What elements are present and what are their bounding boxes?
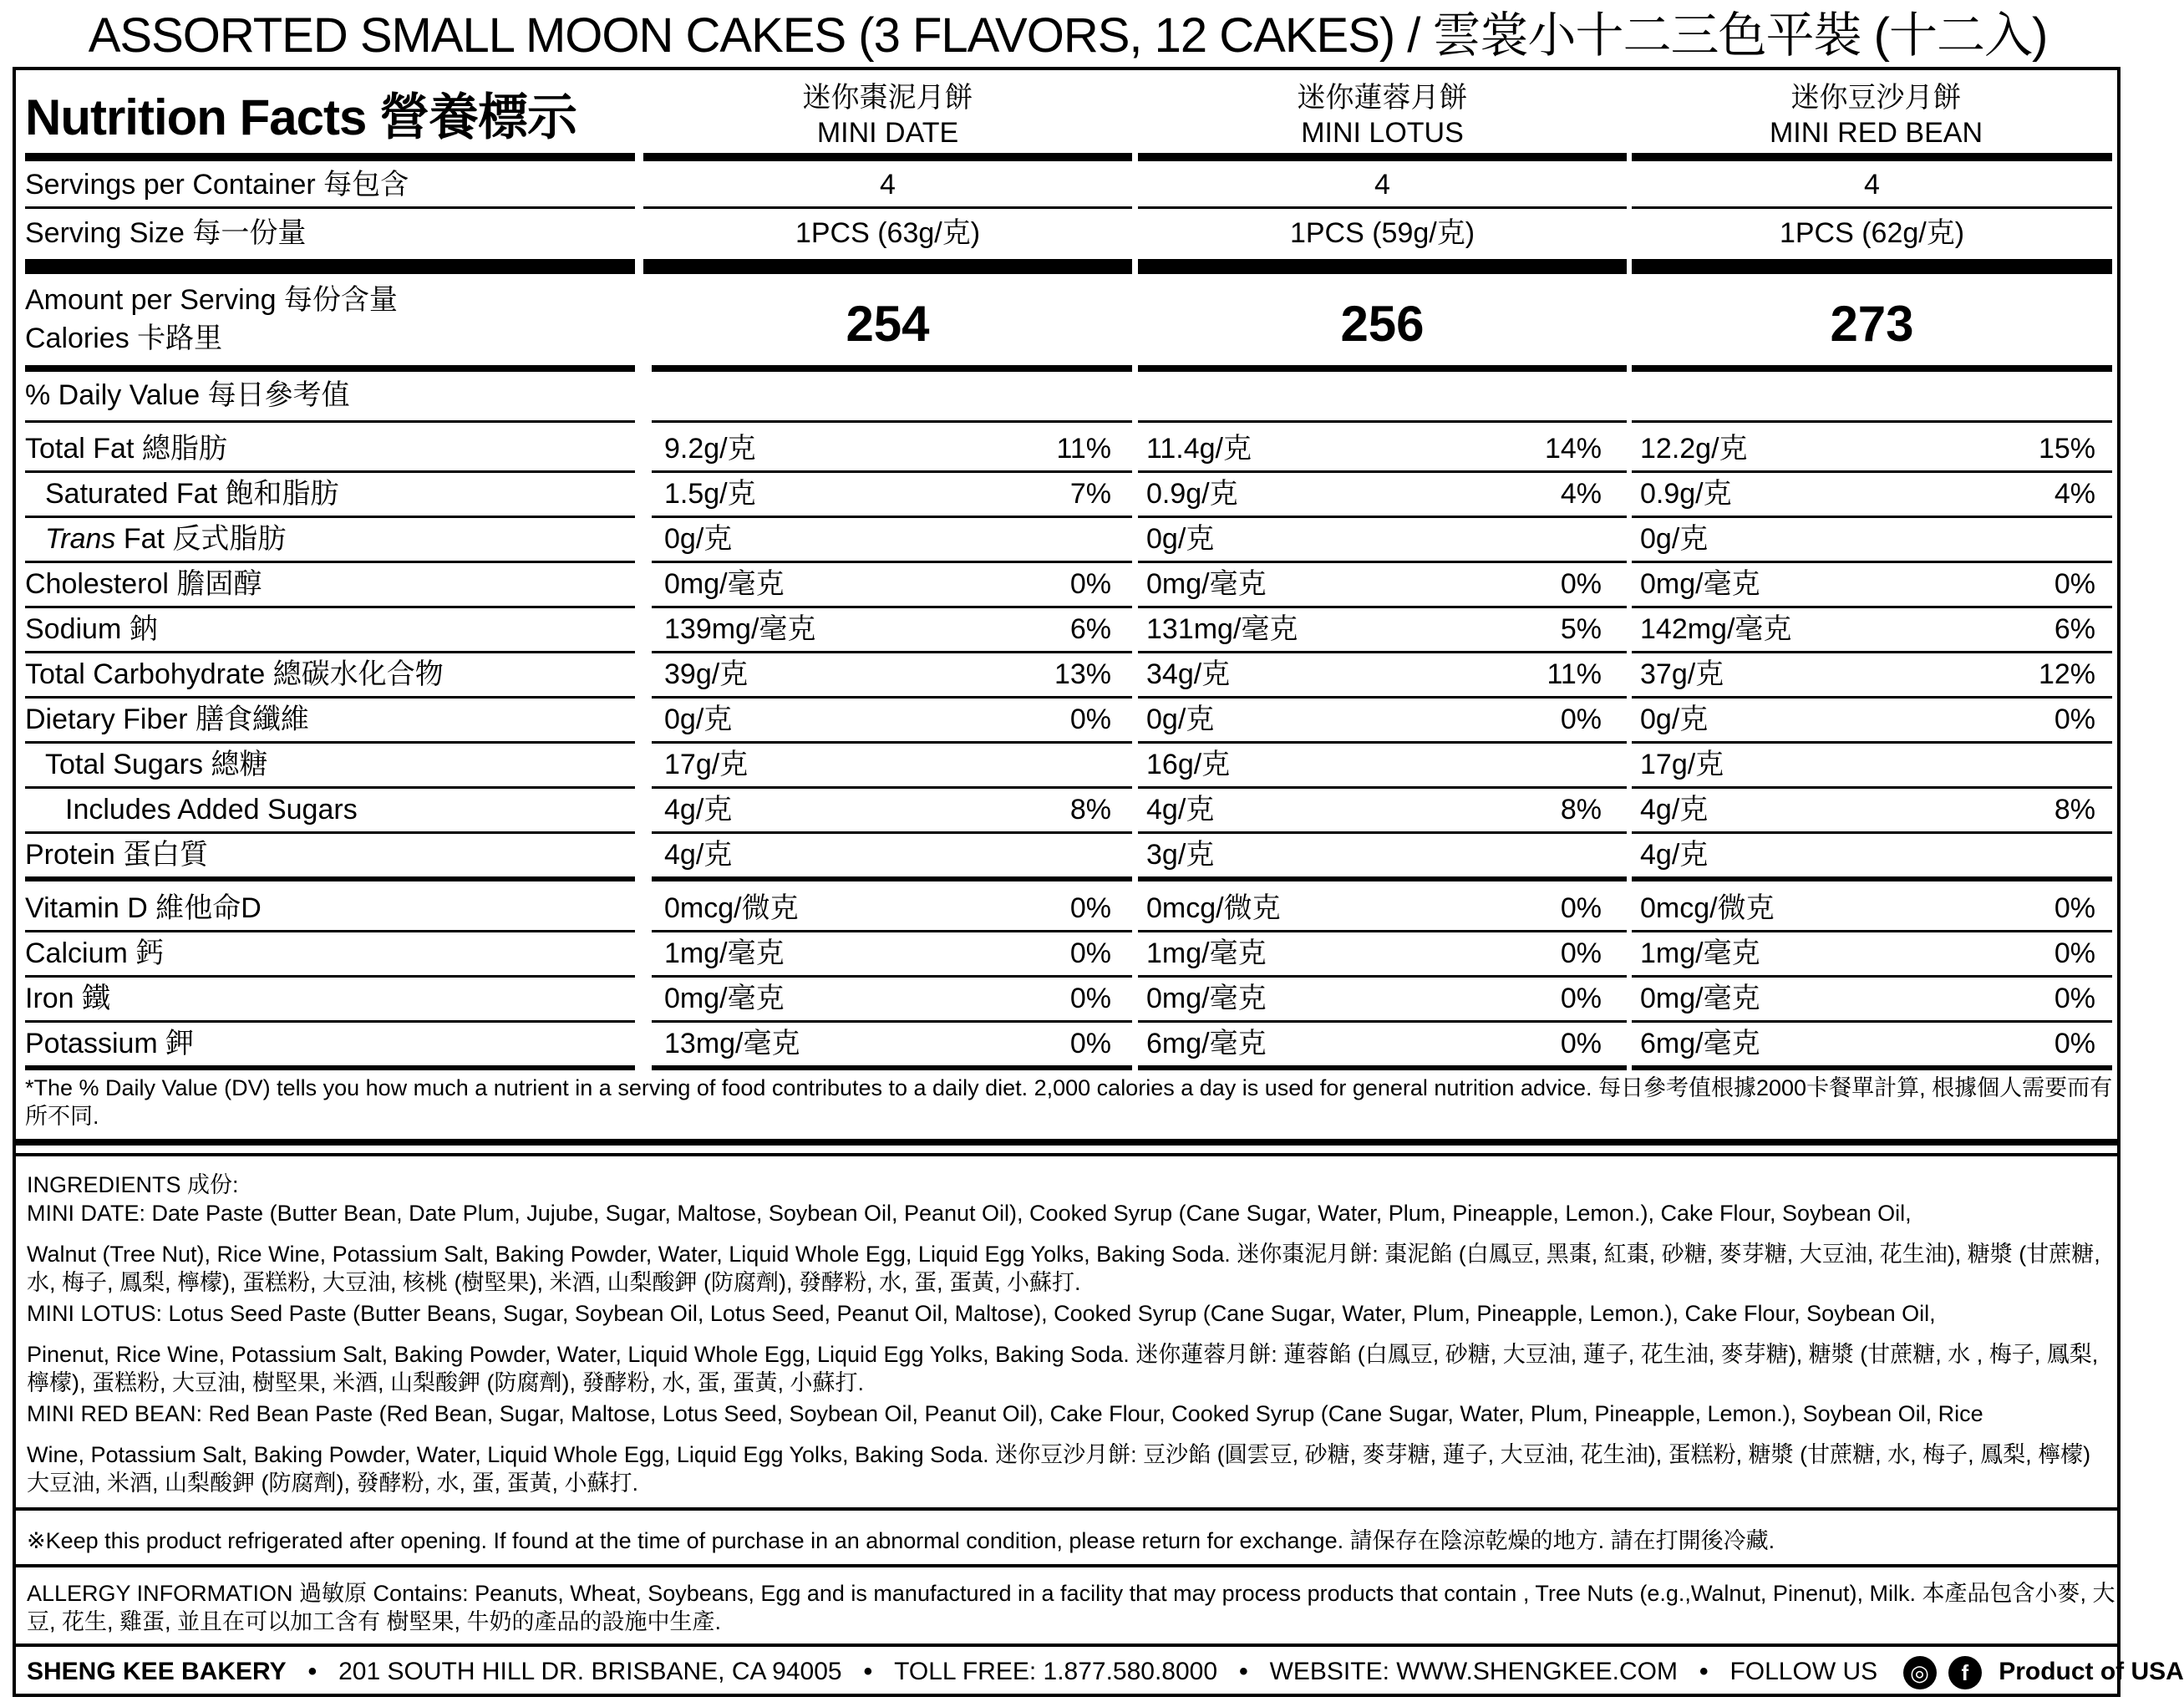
section-divider [13,1643,2121,1647]
nutrient-dv-percent: 8% [1069,794,1111,826]
nutrient-amount: 0g/克 [1640,523,1709,555]
nutrient-amount: 1mg/毫克 [664,937,785,969]
nutrient-dv-percent: 7% [1069,478,1111,510]
row-rule [1138,876,1627,881]
daily-value-footnote: *The % Daily Value (DV) tells you how much a nutrient in a serving of food contributes to a daily diet. 2,000 calories a day is used for general nutrition advice. 每日參考值根據2000卡餐單計算, 根據個人需要而有所不同. [25,1075,2113,1129]
nutrient-dv-percent: 0% [1069,892,1111,924]
nutrient-dv-percent: 0% [2054,1028,2095,1059]
storage-note: ※Keep this product refrigerated after opening. If found at the time of purchase in an abnormal condition, please return for exchange. 請保存在陰涼乾燥的地方. 請在打開後冷藏. [27,1528,1775,1553]
footer-website[interactable]: WEBSITE: WWW.SHENGKEE.COM [1269,1658,1678,1685]
ingredients-lotus-line1: MINI LOTUS: Lotus Seed Paste (Butter Beans, Sugar, Soybean Oil, Lotus Seed, Peanut Oil, Maltose), Cooked Syrup (Cane Sugar, Water, Plum, Pineapple, Lemon.), Cake Flour, Soybean Oil, [27,1301,1936,1326]
nutrient-amount: 0mg/毫克 [1640,568,1760,600]
nutrient-amount: 37g/克 [1640,658,1724,690]
nutrient-amount: 0g/克 [664,523,733,555]
nutrient-label [25,932,164,974]
nutrient-dv-percent: 0% [1560,704,1602,735]
nutrient-amount: 4g/克 [664,794,733,826]
column-zh: 迷你蓮蓉月餅 [1297,82,1468,114]
nutrient-label [25,834,208,876]
serving-size-value: 1PCS (62g/克) [1779,217,1965,249]
nutrient-label [25,887,262,929]
nutrient-dv-percent: 0% [1560,892,1602,924]
rule [1138,420,1627,423]
nutrient-label-text: Total Sugars 總糖 [45,749,268,780]
nutrient-dv-percent: 0% [1069,568,1111,600]
thick-rule [25,365,635,372]
nutrient-amount: 0mg/毫克 [664,568,785,600]
amount-per-serving-label: Amount per Serving 每份含量 [25,284,398,316]
column-header-date [643,80,1132,150]
product-origin: Product of USA [1999,1658,2184,1685]
calories-value: 254 [846,296,930,352]
nutrient-amount: 0g/克 [664,704,733,735]
rule [25,206,635,209]
servings-value: 4 [880,169,896,201]
nutrient-dv-percent: 13% [1054,658,1111,690]
section-divider [13,1153,2121,1156]
nutrient-label [25,699,309,740]
nutrient-amount: 11.4g/克 [1146,433,1252,465]
ingredients-lotus-line2: Pinenut, Rice Wine, Potassium Salt, Baking Powder, Water, Liquid Whole Egg, Liquid Egg Yolks, Baking Soda. 迷你蓮蓉月餅: 蓮蓉餡 (白鳳豆, 砂糖, 大豆油, 蓮子, 花生油, 麥芽糖), 糖漿 (甘蔗糖, 水 , 梅子, 鳳梨, 檸檬), 蛋糕粉, 大豆油, 樹堅果, 米酒, 山梨酸鉀 (防腐劑), 發酵粉, 水, 蛋, 蛋黃, 小蘇打. [27,1342,2099,1395]
nutrient-label [25,978,110,1019]
allergy-information: ALLERGY INFORMATION 過敏原 Contains: Peanuts, Wheat, Soybeans, Egg and is manufactured in a facility that may process products that contain , Tree Nuts (e.g.,Walnut, Pinenut), Milk. 本產品包含小麥, 大豆, 花生, 雞蛋, 並且在可以加工含有 樹堅果, 牛奶的產品的設施中生產. [27,1581,2115,1634]
nutrient-dv-percent: 0% [2054,937,2095,969]
nutrient-dv-percent: 5% [1560,613,1602,645]
servings-label: Servings per Container 每包含 [25,169,409,201]
nutrient-amount: 17g/克 [1640,749,1724,780]
rule [1138,206,1627,209]
nutrient-amount: 12.2g/克 [1640,433,1748,465]
ingredients-red-bean-line1: MINI RED BEAN: Red Bean Paste (Red Bean, Sugar, Maltose, Lotus Seed, Soybean Oil, Peanut Oil), Cake Flour, Cooked Syrup (Cane Sugar, Water, Plum, Pineapple, Lemon.), Soybean Oil, Rice [27,1401,1983,1426]
brand-name: SHENG KEE BAKERY [27,1658,287,1685]
nutrient-amount: 0g/克 [1146,523,1215,555]
rule [643,206,1132,209]
row-rule [1138,1065,1627,1070]
row-rule [25,876,635,881]
nutrient-dv-percent: 11% [1056,433,1111,465]
instagram-icon[interactable]: ◎ [1903,1656,1937,1689]
nutrient-dv-percent: 0% [1069,983,1111,1014]
calories-label: Calories 卡路里 [25,323,223,354]
nutrient-label-text: Total Fat 總脂肪 [25,433,227,465]
nutrient-amount: 0mg/毫克 [1640,983,1760,1014]
nutrient-dv-percent: 8% [1560,794,1602,826]
nutrient-dv-percent: 0% [1560,1028,1602,1059]
nutrient-amount: 131mg/毫克 [1146,613,1298,645]
nutrient-dv-percent: 0% [1069,1028,1111,1059]
nutrient-dv-percent: 0% [2054,568,2095,600]
column-en: MINI RED BEAN [1769,117,1983,149]
nutrient-label-italic: Trans [45,523,116,555]
section-divider [13,1507,2121,1511]
nutrient-dv-percent: 4% [2054,478,2095,510]
nutrient-amount: 139mg/毫克 [664,613,816,645]
nutrient-dv-percent: 12% [2038,658,2095,690]
nutrient-label [25,653,444,695]
servings-value: 4 [1374,169,1390,201]
section-divider [13,1139,2121,1146]
nutrient-amount: 1mg/毫克 [1146,937,1267,969]
footer-follow-us: FOLLOW US [1729,1658,1878,1685]
nutrient-amount: 0.9g/克 [1146,478,1238,510]
column-header-lotus [1138,80,1627,150]
nutrient-amount: 0mcg/微克 [1146,892,1281,924]
nutrient-dv-percent: 0% [1069,937,1111,969]
calories-value: 273 [1830,296,1914,352]
nutrient-label [45,744,267,785]
ingredients-heading: INGREDIENTS 成份: [27,1172,239,1197]
nutrient-amount: 0mcg/微克 [1640,892,1775,924]
nutrient-label-text: Includes Added Sugars [65,794,358,826]
nutrient-amount: 0mcg/微克 [664,892,799,924]
nutrient-dv-percent: 0% [1560,983,1602,1014]
nutrient-label-text: Total Carbohydrate 總碳水化合物 [25,658,444,690]
serving-size-value: 1PCS (59g/克) [1289,217,1475,249]
nutrient-label [25,428,227,470]
nutrient-amount: 16g/克 [1146,749,1231,780]
section-divider [13,1564,2121,1567]
nutrient-dv-percent: 14% [1544,433,1602,465]
servings-value: 4 [1864,169,1880,201]
row-rule [25,975,635,978]
nutrient-dv-percent: 0% [1560,937,1602,969]
nutrient-label-text: Saturated Fat 飽和脂肪 [45,478,339,510]
column-header-red-bean [1632,80,2121,150]
nutrient-dv-percent: 4% [1560,478,1602,510]
rule [25,420,635,423]
thick-rule [652,365,1132,372]
nutrient-label-text: Potassium 鉀 [25,1028,195,1059]
nutrient-label-text: Protein 蛋白質 [25,839,209,871]
footer-bar [27,1655,2184,1689]
nutrient-dv-percent: 0% [2054,704,2095,735]
thick-rule [1138,365,1627,372]
row-rule [25,1065,635,1070]
footer-address: 201 SOUTH HILL DR. BRISBANE, CA 94005 [338,1658,842,1685]
nutrient-amount: 0mg/毫克 [664,983,785,1014]
nutrient-label [45,473,338,515]
nutrient-amount: 1mg/毫克 [1640,937,1760,969]
column-zh: 迷你棗泥月餅 [802,82,973,114]
footer-separator: • [1699,1658,1709,1685]
nutrient-dv-percent: 6% [1069,613,1111,645]
rule [1632,206,2112,209]
rule [652,420,1132,423]
thick-rule [1632,153,2112,161]
nutrient-amount: 17g/克 [664,749,749,780]
nutrient-amount: 3g/克 [1146,839,1215,871]
thick-rule [25,259,635,274]
thick-rule [1632,365,2112,372]
nutrient-amount: 0.9g/克 [1640,478,1732,510]
nutrient-label [25,1023,194,1064]
row-rule [1632,876,2112,881]
nutrient-amount: 6mg/毫克 [1146,1028,1267,1059]
nutrient-label [45,518,286,560]
serving-size-value: 1PCS (63g/克) [795,217,981,249]
thick-rule [643,153,1132,161]
nutrient-amount: 0g/克 [1640,704,1709,735]
page-title: ASSORTED SMALL MOON CAKES (3 FLAVORS, 12 CAKES) / 雲裳小十二三色平裝 (十二入) [88,8,2048,63]
nutrient-label-text: Vitamin D 維他命D [25,892,262,924]
nutrient-label [25,608,158,650]
ingredients-date-line1: MINI DATE: Date Paste (Butter Bean, Date Plum, Jujube, Sugar, Maltose, Soybean Oil, Peanut Oil), Cooked Syrup (Cane Sugar, Water, Plum, Pineapple, Lemon.), Cake Flour, Soybean Oil, [27,1201,1912,1226]
thick-rule [643,259,1132,274]
nutrient-label-text: Cholesterol 膽固醇 [25,568,262,600]
nutrient-amount: 39g/克 [664,658,749,690]
facebook-icon[interactable]: f [1948,1656,1982,1689]
nutrient-dv-percent: 8% [2054,794,2095,826]
rule [1632,420,2112,423]
nutrient-label [65,789,358,831]
row-rule [652,1065,1132,1070]
nutrient-amount: 4g/克 [1640,794,1709,826]
footer-separator: • [863,1658,873,1685]
nutrient-amount: 34g/克 [1146,658,1231,690]
nutrient-label-text: Sodium 鈉 [25,613,158,645]
footer-separator: • [1239,1658,1248,1685]
nutrient-dv-percent: 6% [2054,613,2095,645]
nutrient-amount: 0mg/毫克 [1146,568,1267,600]
thick-rule [25,153,635,161]
nutrient-label-text: Iron 鐵 [25,983,111,1014]
column-en: MINI LOTUS [1301,117,1464,149]
nutrient-dv-percent: 0% [2054,892,2095,924]
column-en: MINI DATE [816,117,959,149]
row-rule [1632,1065,2112,1070]
nutrient-dv-percent: 0% [1069,704,1111,735]
calories-value: 256 [1340,296,1425,352]
thick-rule [1138,153,1627,161]
nutrient-dv-percent: 0% [1560,568,1602,600]
footer-separator: • [307,1658,317,1685]
nutrient-amount: 4g/克 [1640,839,1709,871]
footer-phone: TOLL FREE: 1.877.580.8000 [894,1658,1218,1685]
nutrient-label-text: Dietary Fiber 膳食纖維 [25,704,310,735]
nutrient-label-text: Fat 反式脂肪 [115,523,287,555]
nutrient-dv-percent: 11% [1547,658,1602,690]
serving-size-label: Serving Size 每一份量 [25,217,307,249]
thick-rule [1632,259,2112,274]
nutrient-label [25,563,262,605]
ingredients-red-bean-line2: Wine, Potassium Salt, Baking Powder, Water, Liquid Whole Egg, Liquid Egg Yolks, Baking Soda. 迷你豆沙月餅: 豆沙餡 (圓雲豆, 砂糖, 麥芽糖, 蓮子, 大豆油, 花生油), 蛋糕粉, 糖漿 (甘蔗糖, 水, 梅子, 鳳梨, 檸檬) 大豆油, 米酒, 山梨酸鉀 (防腐劑), 發酵粉, 水, 蛋, 蛋黃, 小蘇打. [27,1442,2091,1496]
nutrient-amount: 9.2g/克 [664,433,756,465]
nutrient-label-text: Calcium 鈣 [25,937,165,969]
nutrient-amount: 1.5g/克 [664,478,756,510]
nutrient-dv-percent: 15% [2038,433,2095,465]
nutrient-amount: 0g/克 [1146,704,1215,735]
nutrient-amount: 0mg/毫克 [1146,983,1267,1014]
nutrient-amount: 142mg/毫克 [1640,613,1792,645]
ingredients-date-line2: Walnut (Tree Nut), Rice Wine, Potassium Salt, Baking Powder, Water, Liquid Whole Egg, Liquid Egg Yolks, Baking Soda. 迷你棗泥月餅: 棗泥餡 (白鳳豆, 黑棗, 紅棗, 砂糖, 麥芽糖, 大豆油, 花生油), 糖漿 (甘蔗糖, 水, 梅子, 鳳梨, 檸檬), 蛋糕粉, 大豆油, 核桃 (樹堅果), 米酒, 山梨酸鉀 (防腐劑), 發酵粉, 水, 蛋, 蛋黃, 小蘇打. [27,1242,2100,1295]
column-zh: 迷你豆沙月餅 [1790,82,1962,114]
nutrient-amount: 6mg/毫克 [1640,1028,1760,1059]
nutrient-amount: 13mg/毫克 [664,1028,800,1059]
row-rule [652,876,1132,881]
thick-rule [1138,259,1627,274]
daily-value-label: % Daily Value 每日參考值 [25,379,350,411]
nutrient-amount: 4g/克 [1146,794,1215,826]
nutrient-amount: 4g/克 [664,839,733,871]
nutrient-dv-percent: 0% [2054,983,2095,1014]
nutrition-facts-title: Nutrition Facts 營養標示 [25,89,577,145]
